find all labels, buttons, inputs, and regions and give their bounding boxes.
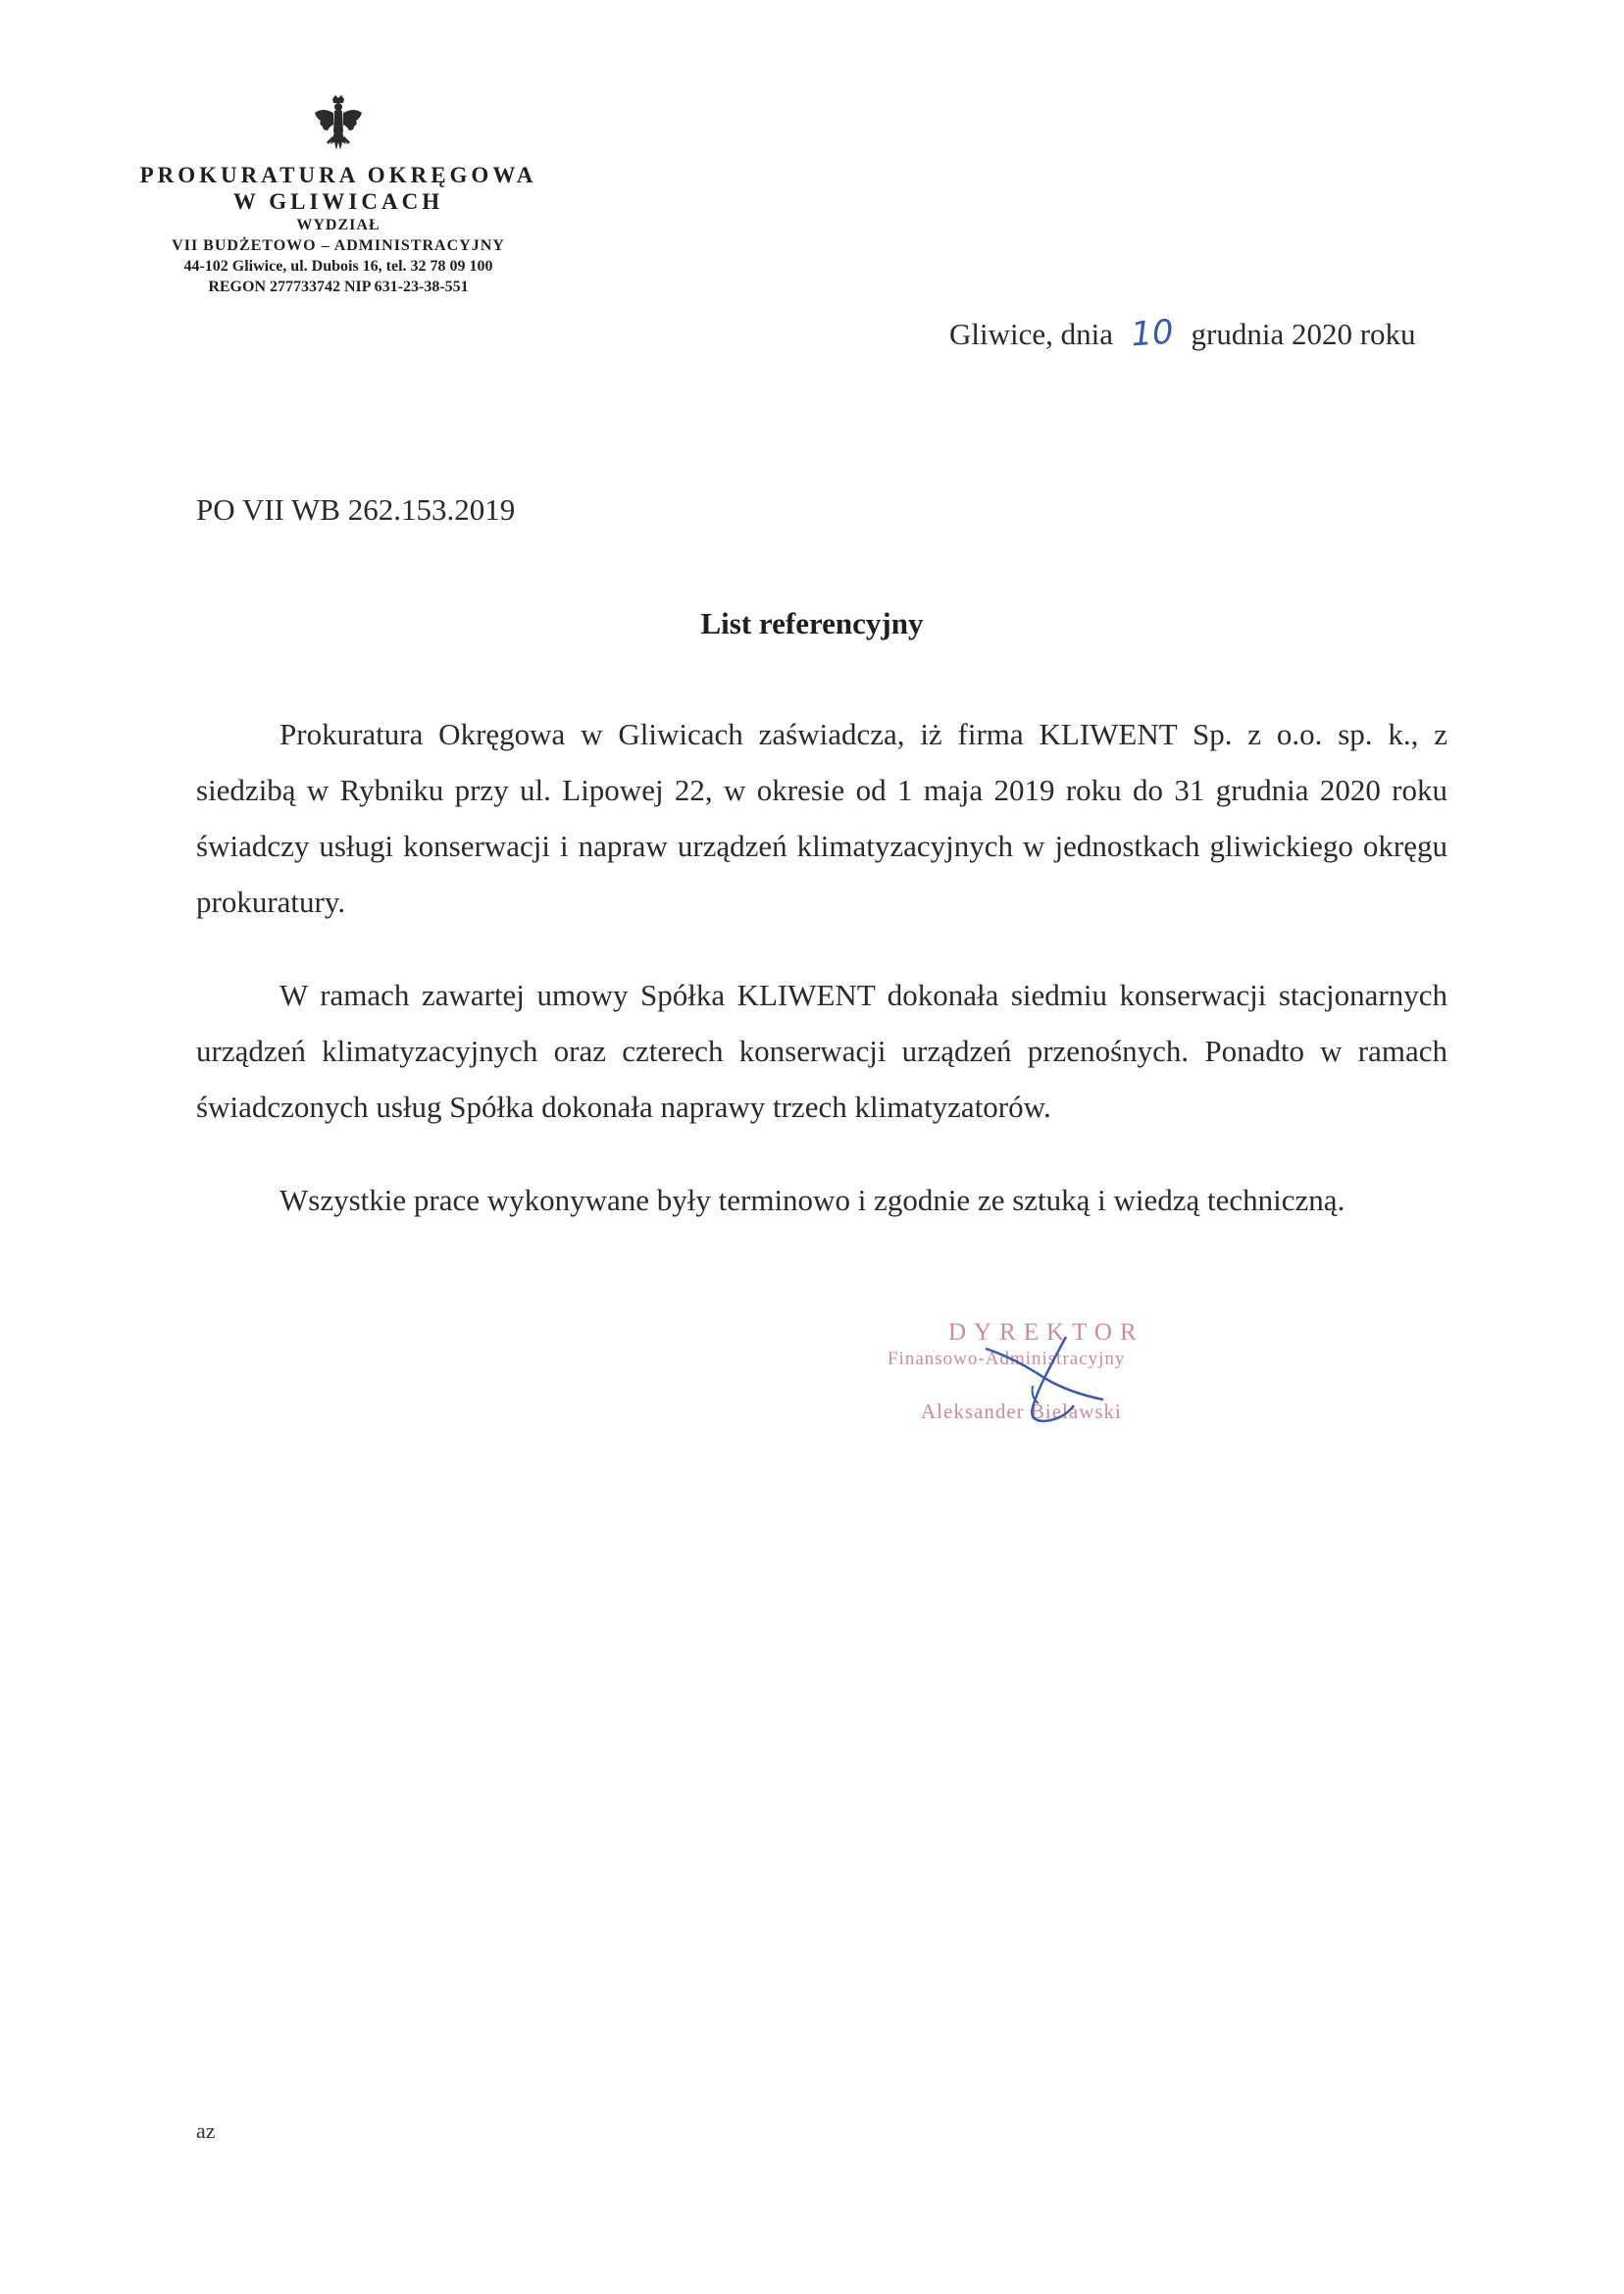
date-line <box>949 314 1416 353</box>
footer-initials: az <box>196 2118 216 2143</box>
date-suffix: grudnia 2020 roku <box>1191 317 1416 351</box>
institution-name: PROKURATURA OKRĘGOWA <box>139 163 537 187</box>
institution-city: W GLIWICACH <box>232 189 444 214</box>
stamp-department: Finansowo-Administracyjny <box>888 1349 1126 1369</box>
letter-body <box>196 706 1447 1265</box>
case-number: PO VII WB 262.153.2019 <box>196 492 516 527</box>
paragraph-3: Wszystkie prace wykonywane były terminowo i zgodnie ze sztuką i wiedzą techniczną. <box>279 1183 1345 1217</box>
paragraph-2: W ramach zawartej umowy Spółka KLIWENT dokonała siedmiu konserwacji stacjonarnych urządzeń klimatyzacyjnych oraz czterech konserwacji urządzeń przenośnych. Ponadto w ramach świadczonych usług Spółka dokonała naprawy trzech klimatyzatorów. <box>196 978 1447 1124</box>
department-label: WYDZIAŁ <box>296 217 381 233</box>
handwritten-signature <box>976 1329 1113 1427</box>
institution-address: 44-102 Gliwice, ul. Dubois 16, tel. 32 78 09 100 <box>183 258 493 275</box>
paragraph-1: Prokuratura Okręgowa w Gliwicach zaświadcza, iż firma KLIWENT Sp. z o.o. sp. k., z siedzibą w Rybniku przy ul. Lipowej 22, w okresie od 1 maja 2019 roku do 31 grudnia 2020 roku świadczy usługi konserwacji i napraw urządzeń klimatyzacyjnych w jednostkach gliwickiego okręgu prokuratury. <box>196 717 1447 919</box>
signature-stamp <box>888 1319 1211 1437</box>
eagle-emblem-icon <box>311 93 366 156</box>
stamp-title: DYREKTOR <box>948 1319 1144 1346</box>
stamp-name: Aleksander Bielawski <box>921 1400 1122 1423</box>
document-title: List referencyjny <box>700 606 924 640</box>
institution-ids: REGON 277733742 NIP 631-23-38-551 <box>208 279 469 295</box>
date-day-handwritten: 10 <box>1129 312 1175 355</box>
date-prefix: Gliwice, dnia <box>949 317 1114 351</box>
department-name: VII BUDŻETOWO – ADMINISTRACYJNY <box>172 237 505 254</box>
letterhead <box>118 93 559 297</box>
